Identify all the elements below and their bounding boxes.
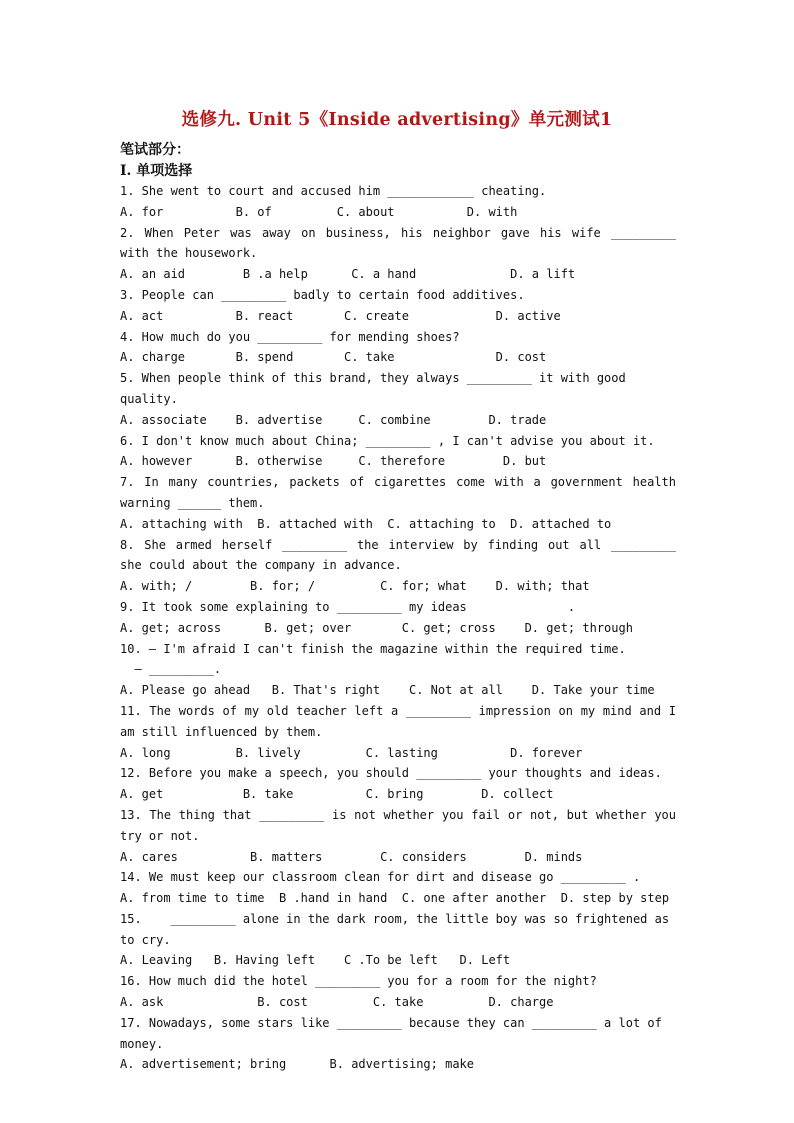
question-stem: 16. How much did the hotel _________ you for a room for the night? bbox=[120, 974, 597, 989]
question-options: A. advertisement; bring B. advertising; make bbox=[120, 1057, 475, 1072]
question-12 bbox=[120, 763, 676, 805]
question-2 bbox=[120, 223, 684, 285]
question-options: A. with; / B. for; / C. for; what D. with; that bbox=[120, 579, 590, 594]
question-options: A. get B. take C. bring D. collect bbox=[120, 787, 554, 802]
question-options: A. act B. react C. create D. active bbox=[120, 308, 561, 323]
question-options: A. long B. lively C. lasting D. forever bbox=[120, 745, 583, 760]
question-16 bbox=[120, 971, 676, 1013]
question-stem: 8. She armed herself _________ the interview by finding out all _________ she could about the company in advance. bbox=[120, 537, 684, 573]
question-options: A. for B. of C. about D. with bbox=[120, 204, 518, 219]
question-options: A. ask B. cost C. take D. charge bbox=[120, 995, 554, 1010]
part-heading: I. 单项选择 bbox=[120, 163, 193, 179]
question-stem: 1. She went to court and accused him ____________ cheating. bbox=[120, 184, 547, 198]
question-14 bbox=[120, 867, 676, 909]
question-17 bbox=[120, 1013, 676, 1075]
question-list bbox=[120, 181, 684, 1075]
question-options: A. an aid B .a help C. a hand D. a lift bbox=[120, 267, 576, 282]
question-options: A. attaching with B. attached with C. attaching to D. attached to bbox=[120, 516, 612, 531]
question-stem: 10. — I'm afraid I can't finish the magazine within the required time. — _________. bbox=[120, 641, 626, 677]
question-3 bbox=[120, 285, 676, 327]
question-15 bbox=[120, 909, 676, 971]
question-stem: 5. When people think of this brand, they always _________ it with good quality. bbox=[120, 371, 633, 406]
question-options: A. cares B. matters C. considers D. minds bbox=[120, 849, 583, 864]
section-heading: 笔试部分： bbox=[120, 142, 190, 158]
question-stem: 4. How much do you _________ for mending shoes? bbox=[120, 329, 460, 344]
question-options: A. get; across B. get; over C. get; cross D. get; through bbox=[120, 620, 633, 635]
question-options: A. associate B. advertise C. combine D. trade bbox=[120, 412, 547, 427]
question-options: A. charge B. spend C. take D. cost bbox=[120, 350, 547, 365]
question-stem: 2. When Peter was away on business, his neighbor gave his wife _________ with the housework. bbox=[120, 225, 684, 261]
question-stem: 12. Before you make a speech, you should _________ your thoughts and ideas. bbox=[120, 766, 662, 781]
question-stem: 14. We must keep our classroom clean for dirt and disease go _________ . bbox=[120, 870, 641, 885]
document-title: 选修九. Unit 5《Inside advertising》单元测试1 bbox=[181, 110, 613, 130]
question-stem: 15. _________ alone in the dark room, the little boy was so frightened as to cry. bbox=[120, 911, 677, 947]
question-stem: 3. People can _________ badly to certain food additives. bbox=[120, 287, 525, 302]
question-options: A. Leaving B. Having left C .To be left D. Left bbox=[120, 953, 511, 968]
question-5 bbox=[120, 368, 676, 430]
question-11 bbox=[120, 701, 684, 763]
question-stem: 9. It took some explaining to _________ my ideas . bbox=[120, 599, 576, 614]
question-8 bbox=[120, 535, 684, 597]
question-options: A. however B. otherwise C. therefore D. but bbox=[120, 454, 547, 469]
question-9 bbox=[120, 597, 676, 639]
question-4 bbox=[120, 327, 676, 369]
question-stem: 13. The thing that _________ is not whether you fail or not, but whether you try or not. bbox=[120, 807, 684, 843]
question-7 bbox=[120, 472, 684, 534]
question-stem: 17. Nowadays, some stars like _________ because they can _________ a lot of money. bbox=[120, 1015, 670, 1051]
question-stem: 11. The words of my old teacher left a _________ impression on my mind and I am still influenced by them. bbox=[120, 703, 684, 739]
question-options: A. Please go ahead B. That's right C. Not at all D. Take your time bbox=[120, 683, 655, 698]
question-stem: 6. I don't know much about China; _________ , I can't advise you about it. bbox=[120, 433, 655, 448]
question-6 bbox=[120, 431, 676, 473]
question-10 bbox=[120, 639, 676, 701]
question-options: A. from time to time B .hand in hand C. one after another D. step by step bbox=[120, 891, 670, 906]
question-13 bbox=[120, 805, 684, 867]
question-1 bbox=[120, 181, 676, 223]
question-stem: 7. In many countries, packets of cigarettes come with a government health warning ______ them. bbox=[120, 475, 684, 510]
